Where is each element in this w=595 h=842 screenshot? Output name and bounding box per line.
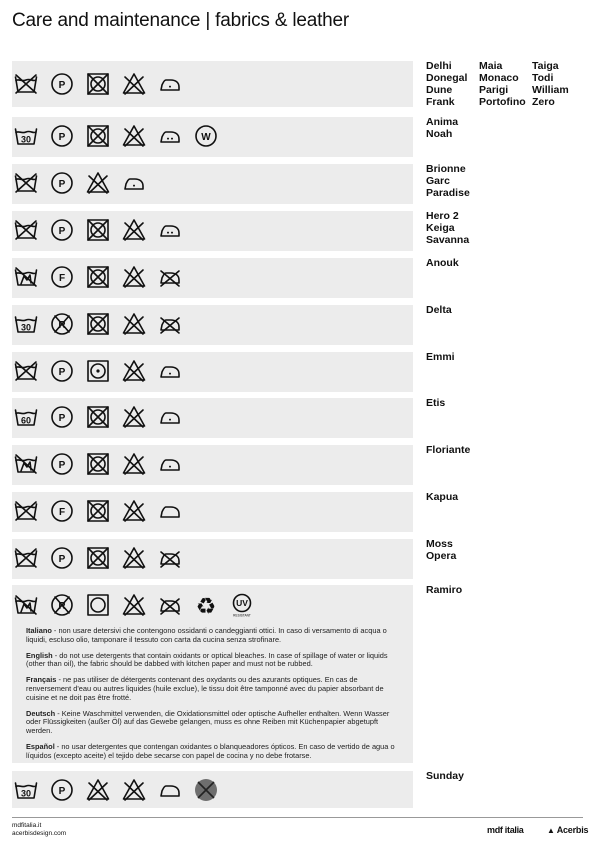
care-symbols: [14, 359, 182, 383]
care-paragraph-text: - ne pas utiliser de détergents contenant des oxydants ou des azurants optiques. En cas de renversement d'eau ou autres liquides (huile exclue), le tissu doit être tamponné avec du papier absorbant de cuisine et ne doit pas être frotté.: [26, 675, 384, 702]
iron-low-icon: [158, 359, 182, 383]
fabric-name-column: [426, 60, 479, 108]
care-paragraph-text: - no usar detergentes que contengan oxidantes o blanqueadores ópticos. En caso de vertido de agua o líquidos (excepto aceite) el tejido debe secarse con papel de cocina y no debe frotarse.: [26, 741, 395, 760]
fabric-name: Todi: [532, 72, 554, 84]
acerbis-logo: ▲ Acerbis: [547, 825, 589, 835]
dry-clean-not-allowed-icon: [50, 312, 74, 336]
bleach-not-allowed-icon: [122, 124, 146, 148]
fabric-name: Noah: [426, 128, 453, 140]
dry-clean-p-icon: [50, 124, 74, 148]
care-paragraph: [26, 627, 404, 645]
fabric-name: Moss: [426, 538, 453, 550]
fabric-name: Zero: [532, 96, 555, 108]
iron-icon: [158, 778, 182, 802]
iron-medium-icon: [158, 124, 182, 148]
bleach-not-allowed-icon: [122, 593, 146, 617]
care-symbols: [14, 405, 182, 429]
fabric-name: Hero 2: [426, 210, 459, 222]
svg-text:P: P: [58, 226, 66, 238]
fabric-names: [426, 304, 452, 316]
care-symbols: [14, 312, 182, 336]
dry-clean-p-icon: [50, 72, 74, 96]
care-symbols: [14, 593, 254, 620]
svg-text:♻: ♻: [195, 594, 217, 620]
dry-clean-p-icon: [50, 546, 74, 570]
footer-divider: [12, 817, 583, 818]
iron-not-allowed-icon: [158, 312, 182, 336]
bleach-not-allowed-icon: [122, 218, 146, 242]
fabric-names: [426, 257, 459, 269]
bleach-not-allowed-icon: [86, 778, 110, 802]
language-label: English: [26, 650, 53, 660]
svg-text:P: P: [58, 80, 66, 92]
svg-text:W: W: [201, 132, 211, 144]
care-symbols: [14, 546, 182, 570]
fabric-name: Sunday: [426, 770, 464, 782]
bleach-not-allowed-icon: [122, 499, 146, 523]
fabric-names: [426, 163, 470, 199]
tumble-dry-not-allowed-icon: [86, 405, 110, 429]
fabric-names: [426, 444, 470, 456]
care-paragraph: [26, 710, 404, 736]
tumble-dry-low-icon: [86, 359, 110, 383]
language-label: Español: [26, 741, 55, 751]
iron-low-icon: [158, 405, 182, 429]
mdf-italia-logo: mdf italia: [487, 825, 524, 835]
svg-text:F: F: [58, 273, 66, 285]
iron-low-icon: [158, 452, 182, 476]
dry-clean-p-icon: [50, 778, 74, 802]
svg-text:P: P: [58, 554, 66, 566]
dry-clean-p-icon: [50, 359, 74, 383]
language-label: Français: [26, 675, 57, 685]
svg-text:P: P: [58, 413, 66, 425]
care-instructions-text: [26, 627, 404, 768]
bleach-not-allowed-icon: [122, 265, 146, 289]
care-symbols: [14, 218, 182, 242]
fabric-name: Frank: [426, 96, 455, 108]
dry-clean-p-icon: [50, 452, 74, 476]
page-title: Care and maintenance | fabrics & leather: [12, 10, 350, 31]
bleach-not-allowed-icon: [122, 405, 146, 429]
svg-text:R: R: [58, 320, 66, 332]
fabric-name: Parigi: [479, 84, 509, 96]
wash-30-icon: [14, 312, 38, 336]
wash-30-icon: [14, 778, 38, 802]
fabric-names: [426, 351, 455, 363]
fabric-name: Etis: [426, 397, 446, 409]
footer-link-mdfitalia[interactable]: mdfitalia.it: [12, 822, 42, 829]
bleach-not-allowed-icon: [122, 546, 146, 570]
iron-low-icon: [122, 171, 146, 195]
acerbis-logo-text: Acerbis: [556, 825, 589, 835]
care-symbols: [14, 72, 182, 96]
wash-not-allowed-icon: [14, 72, 38, 96]
wash-not-allowed-icon: [14, 499, 38, 523]
hand-wash-icon: [14, 593, 38, 617]
tumble-dry-not-allowed-icon: [86, 312, 110, 336]
fabric-name-column: [479, 60, 532, 108]
svg-text:30: 30: [20, 322, 32, 333]
fabric-name: Opera: [426, 550, 457, 562]
fabric-name: Delhi: [426, 60, 452, 72]
fabric-names: [426, 397, 445, 409]
tumble-dry-not-allowed-icon: [86, 124, 110, 148]
fabric-name: Keiga: [426, 222, 455, 234]
svg-text:P: P: [58, 179, 66, 191]
fabric-name-column: [532, 60, 585, 108]
fabric-name: Garc: [426, 175, 450, 187]
tumble-dry-not-allowed-icon: [86, 265, 110, 289]
language-label: Italiano: [26, 626, 52, 635]
fabric-name: Taiga: [532, 60, 559, 72]
fabric-name: Paradise: [426, 187, 470, 199]
bleach-not-allowed-icon: [122, 359, 146, 383]
bleach-not-allowed-icon: [122, 312, 146, 336]
hand-wash-icon: [14, 265, 38, 289]
uv-resistant-icon: [230, 593, 254, 617]
fabric-names: [426, 770, 464, 782]
iron-icon: [158, 499, 182, 523]
svg-text:30: 30: [20, 134, 32, 145]
fabric-name: Ramiro: [426, 584, 463, 596]
dry-clean-f-icon: [50, 499, 74, 523]
fabric-names: [426, 210, 469, 246]
care-paragraph: [26, 652, 404, 670]
bleach-not-allowed-icon: [122, 778, 146, 802]
care-paragraph: [26, 676, 404, 702]
care-paragraph: [26, 743, 404, 761]
dry-clean-f-icon: [50, 265, 74, 289]
fabric-name: Delta: [426, 304, 452, 316]
svg-text:R: R: [58, 601, 66, 613]
svg-text:30: 30: [20, 788, 32, 799]
fabric-name: Floriante: [426, 444, 471, 456]
care-paragraph-text: - do not use detergents that contain oxidants or optical bleaches. In case of spillage of water or liquids (other than oil), the fabric should be dabbed with kitchen paper and must not be rubbed.: [26, 650, 388, 669]
care-paragraph-text: - non usare detersivi che contengono ossidanti o candeggianti ottici. In caso di versamento di acqua o liquidi, escluso olio, tamponare il tessuto con carta da cucina senza strofinare.: [26, 626, 387, 644]
iron-not-allowed-icon: [158, 593, 182, 617]
care-paragraph-text: - Keine Waschmittel verwenden, die Oxidationsmittel oder optische Aufheller enthalten. Wenn Wasser oder Flüssigkeiten (außer Öl) auf das Gewebe gelangen, muss es ohne Reiben mit Küchenpapier abgetupft werden.: [26, 708, 390, 736]
svg-text:P: P: [58, 367, 66, 379]
care-symbols: [14, 778, 218, 802]
recycle-icon: [194, 593, 218, 620]
wash-60-icon: [14, 405, 38, 429]
fabric-name: Monaco: [479, 72, 519, 84]
tumble-dry-not-allowed-icon: [86, 546, 110, 570]
svg-text:P: P: [58, 460, 66, 472]
iron-low-icon: [158, 72, 182, 96]
care-symbols: [14, 452, 182, 476]
wash-not-allowed-icon: [14, 359, 38, 383]
language-label: Deutsch: [26, 708, 56, 718]
hand-wash-icon: [14, 452, 38, 476]
svg-text:P: P: [58, 132, 66, 144]
not-allowed-filled-icon: [194, 778, 218, 802]
svg-text:F: F: [58, 507, 66, 519]
fabric-names: [426, 584, 462, 596]
tumble-dry-icon: [86, 593, 110, 617]
wash-not-allowed-icon: [14, 171, 38, 195]
wash-30-icon: [14, 124, 38, 148]
wet-clean-w-icon: [194, 124, 218, 148]
iron-not-allowed-icon: [158, 265, 182, 289]
fabric-name: Savanna: [426, 234, 470, 246]
tumble-dry-not-allowed-icon: [86, 452, 110, 476]
care-symbols: [14, 265, 182, 289]
tumble-dry-not-allowed-icon: [86, 72, 110, 96]
fabric-name: Anima: [426, 116, 459, 128]
fabric-names: [426, 538, 456, 562]
svg-text:60: 60: [20, 415, 32, 426]
fabric-names: [426, 60, 585, 108]
footer-link-acerbis[interactable]: acerbisdesign.com: [12, 829, 67, 837]
fabric-names: [426, 491, 458, 503]
fabric-name: Donegal: [426, 72, 468, 84]
svg-text:P: P: [58, 786, 66, 798]
care-symbols: [14, 124, 218, 148]
bleach-not-allowed-icon: [86, 171, 110, 195]
fabric-name: Maia: [479, 60, 503, 72]
fabric-name: Brionne: [426, 163, 466, 175]
care-symbols: [14, 171, 146, 195]
iron-medium-icon: [158, 218, 182, 242]
tumble-dry-not-allowed-icon: [86, 499, 110, 523]
dry-clean-p-icon: [50, 218, 74, 242]
dry-clean-p-icon: [50, 171, 74, 195]
wash-not-allowed-icon: [14, 546, 38, 570]
svg-text:RESISTANT: RESISTANT: [233, 613, 251, 618]
bleach-not-allowed-icon: [122, 452, 146, 476]
fabric-name: Portofino: [479, 96, 526, 108]
care-symbols: [14, 499, 182, 523]
iron-not-allowed-icon: [158, 546, 182, 570]
fabric-names: [426, 116, 458, 140]
fabric-name: Anouk: [426, 257, 459, 269]
fabric-name: William: [532, 84, 569, 96]
dry-clean-not-allowed-icon: [50, 593, 74, 617]
bleach-not-allowed-icon: [122, 72, 146, 96]
fabric-name: Dune: [426, 84, 453, 96]
svg-text:UV: UV: [236, 598, 248, 609]
fabric-name: Emmi: [426, 351, 455, 363]
tumble-dry-not-allowed-icon: [86, 218, 110, 242]
footer-links: [12, 822, 66, 837]
dry-clean-p-icon: [50, 405, 74, 429]
wash-not-allowed-icon: [14, 218, 38, 242]
fabric-name: Kapua: [426, 491, 459, 503]
